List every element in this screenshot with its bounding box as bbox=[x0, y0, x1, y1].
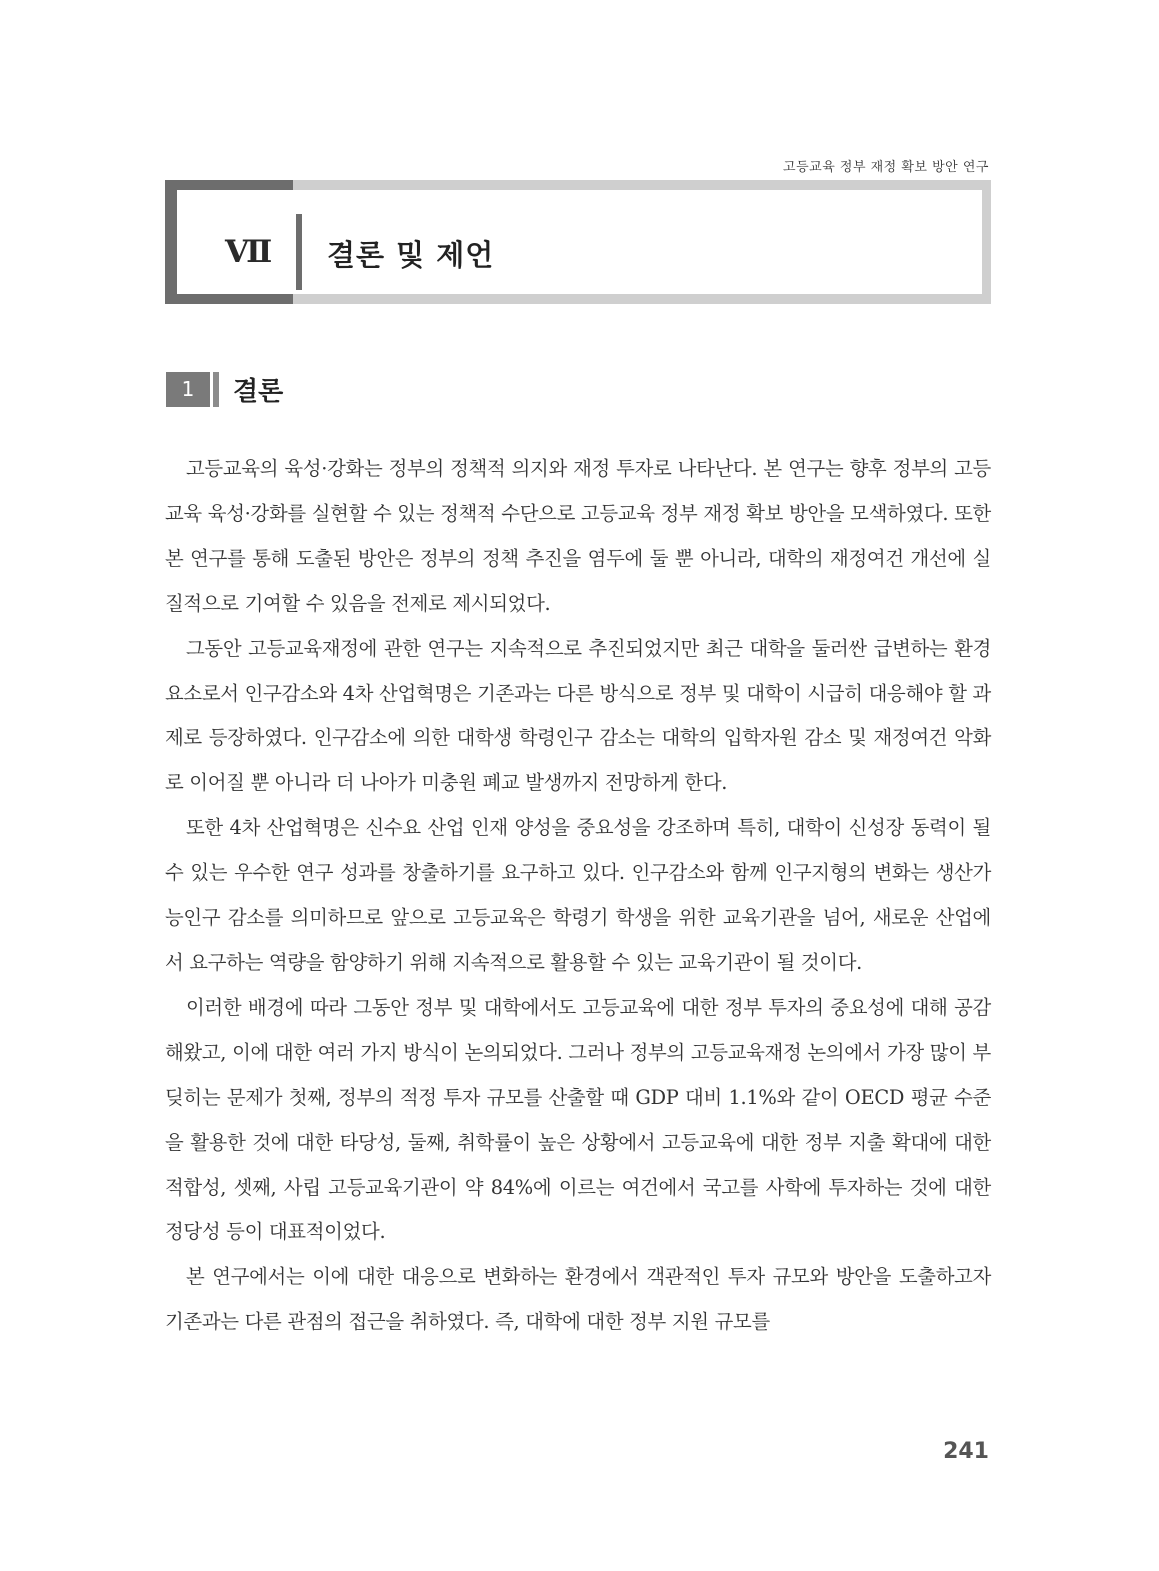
chapter-inner-panel bbox=[177, 190, 982, 294]
chapter-numeral: Ⅶ bbox=[225, 234, 271, 270]
section-number-badge: 1 bbox=[166, 372, 210, 407]
paragraph: 이러한 배경에 따라 그동안 정부 및 대학에서도 고등교육에 대한 정부 투자의 중요성에 대해 공감해왔고, 이에 대한 여러 가지 방식이 논의되었다. 그러나 정부의 고등교육재정 논의에서 가장 많이 부딪히는 문제가 첫째, 정부의 적정 투자 규모를 산출할 때 GDP 대비 1.1%와 같이 OECD 평균 수준을 활용한 것에 대한 타당성, 둘째, 취학률이 높은 상황에서 고등교육에 대한 정부 지출 확대에 대한 적합성, 셋째, 사립 고등교육기관이 약 84%에 이르는 여건에서 국고를 사학에 투자하는 것에 대한 정당성 등이 대표적이었다. bbox=[165, 995, 991, 1244]
chapter-title: 결론 및 제언 bbox=[327, 238, 495, 272]
section-heading bbox=[166, 371, 283, 407]
page-number: 241 bbox=[943, 1439, 989, 1464]
paragraph: 그동안 고등교육재정에 관한 연구는 지속적으로 추진되었지만 최근 대학을 둘러싼 급변하는 환경 요소로서 인구감소와 4차 산업혁명은 기존과는 다른 방식으로 정부 및 대학이 시급히 대응해야 할 과제로 등장하였다. 인구감소에 의한 대학생 학령인구 감소는 대학의 입학자원 감소 및 재정여건 악화로 이어질 뿐 아니라 더 나아가 미충원 폐교 발생까지 전망하게 한다. bbox=[165, 636, 991, 795]
paragraph: 또한 4차 산업혁명은 신수요 산업 인재 양성을 중요성을 강조하며 특히, 대학이 신성장 동력이 될 수 있는 우수한 연구 성과를 창출하기를 요구하고 있다. 인구감소와 함께 인구지형의 변화는 생산가능인구 감소를 의미하므로 앞으로 고등교육은 학령기 학생을 위한 교육기관을 넘어, 새로운 산업에서 요구하는 역량을 함양하기 위해 지속적으로 활용할 수 있는 교육기관이 될 것이다. bbox=[165, 816, 991, 974]
section-divider-bar bbox=[213, 372, 219, 407]
chapter-divider bbox=[296, 214, 302, 290]
section-title: 결론 bbox=[233, 376, 284, 407]
running-header: 고등교육 정부 재정 확보 방안 연구 bbox=[783, 160, 989, 175]
body-text bbox=[165, 447, 991, 1345]
paragraph: 고등교육의 육성·강화는 정부의 정책적 의지와 재정 투자로 나타난다. 본 연구는 향후 정부의 고등교육 육성·강화를 실현할 수 있는 정책적 수단으로 고등교육 정부 재정 확보 방안을 모색하였다. 또한 본 연구를 통해 도출된 방안은 정부의 정책 추진을 염두에 둘 뿐 아니라, 대학의 재정여건 개선에 실질적으로 기여할 수 있음을 전제로 제시되었다. bbox=[165, 457, 991, 615]
chapter-heading-box bbox=[165, 180, 991, 304]
paragraph: 본 연구에서는 이에 대한 대응으로 변화하는 환경에서 객관적인 투자 규모와 방안을 도출하고자 기존과는 다른 관점의 접근을 취하였다. 즉, 대학에 대한 정부 지원 규모를 bbox=[165, 1265, 991, 1334]
